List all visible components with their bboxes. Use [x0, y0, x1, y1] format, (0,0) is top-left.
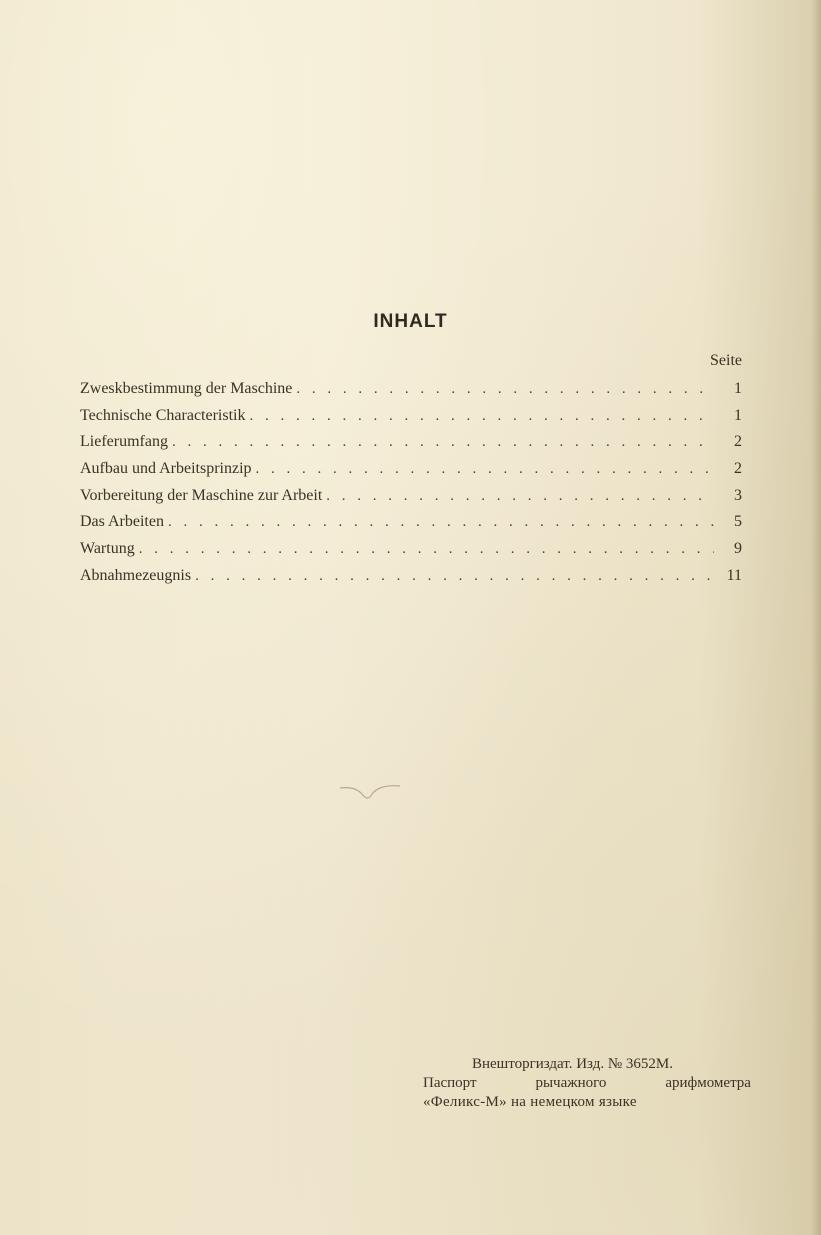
toc-entry: [80, 487, 742, 514]
toc-entry-page: 11: [726, 566, 742, 584]
toc-entry-page: 5: [734, 513, 742, 531]
toc-entry-label: Das Arbeiten: [80, 513, 164, 531]
toc-entry-page: 1: [734, 406, 742, 424]
imprint-title-line: [423, 1074, 751, 1093]
toc-entry: [80, 513, 742, 540]
toc-dot-leader: [249, 408, 714, 425]
toc-dot-leader: [172, 434, 714, 451]
imprint-word: арифмометра: [665, 1075, 751, 1091]
publisher-imprint: [423, 1055, 753, 1112]
paper-crease-mark: [340, 780, 420, 810]
toc-entry-label: Technische Characteristik: [80, 406, 246, 424]
toc-entry: [80, 407, 742, 434]
toc-entry: [80, 540, 742, 567]
imprint-publisher-line: Внешторгиздат. Изд. № 3652М.: [471, 1056, 673, 1072]
toc-entry-label: Wartung: [80, 540, 135, 558]
toc-entry: [80, 380, 742, 407]
toc-entry-label: Zweskbestimmung der Maschine: [80, 380, 293, 397]
toc-entry-page: 2: [734, 460, 742, 478]
page-column-header: Seite: [710, 352, 742, 369]
toc-dot-leader: [139, 541, 714, 558]
page-edge-shadow: [811, 0, 821, 1235]
toc-dot-leader: [195, 568, 714, 585]
table-of-contents: [80, 380, 742, 594]
imprint-word: рычажного: [535, 1075, 607, 1091]
imprint-word: Паспорт: [423, 1075, 477, 1091]
toc-entry: [80, 433, 742, 460]
toc-dot-leader: [256, 461, 714, 478]
toc-dot-leader: [326, 488, 714, 505]
toc-dot-leader: [296, 381, 714, 398]
toc-entry: [80, 567, 742, 594]
toc-entry-label: Abnahmezeugnis: [80, 566, 192, 584]
toc-entry-label: Vorbereitung der Maschine zur Arbeit: [80, 486, 323, 504]
toc-entry-page: 9: [734, 540, 742, 558]
toc-entry-label: Aufbau und Arbeitsprinzip: [80, 460, 252, 478]
toc-entry-page: 2: [734, 433, 742, 451]
toc-dot-leader: [168, 514, 714, 531]
toc-entry-page: 3: [734, 486, 742, 504]
toc-entry-label: Lieferumfang: [80, 433, 168, 451]
toc-entry: [80, 460, 742, 487]
toc-entry-page: 1: [734, 380, 742, 397]
page-title: INHALT: [373, 311, 448, 332]
imprint-language-line: «Феликс-М» на немецком языке: [423, 1094, 637, 1110]
